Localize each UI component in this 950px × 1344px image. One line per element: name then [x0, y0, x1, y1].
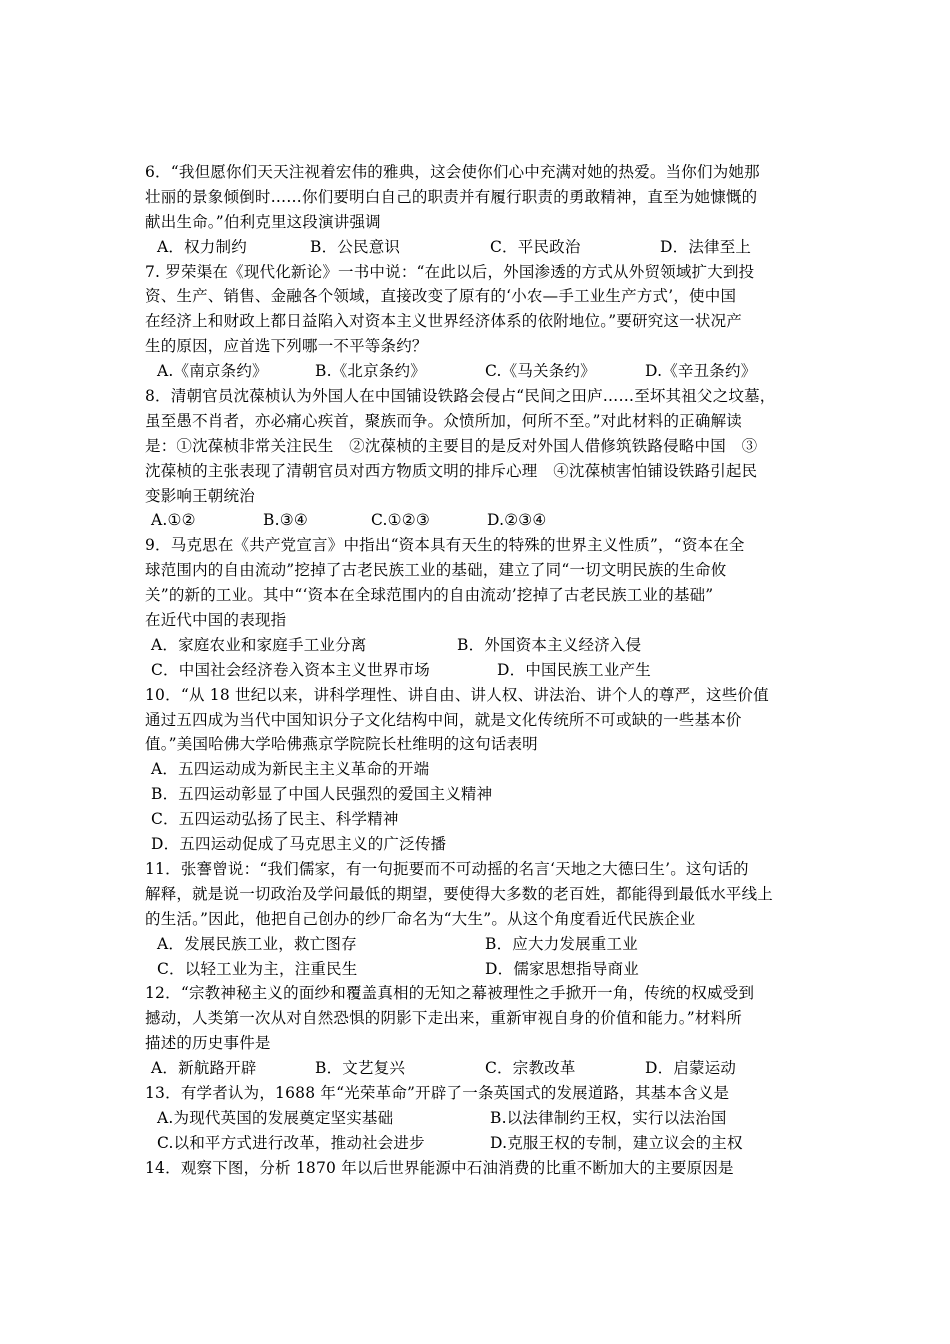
question-8-stem-line: 沈葆桢的主张表现了清朝官员对西方物质文明的排斥心理 ④沈葆桢害怕铺设铁路引起民: [145, 461, 758, 480]
option-d: D．法律至上: [660, 237, 752, 256]
question-9-stem-line: 球范围内的自由流动”挖掉了古老民族工业的基础，建立了同“一切文明民族的生命攸: [145, 561, 727, 580]
question-7: [145, 260, 815, 384]
question-6-stem-line: 壮丽的景象倾倒时……你们要明白自己的职责并有履行职责的勇敢精神，直至为她慷慨的: [145, 187, 758, 206]
question-11: [145, 857, 815, 981]
question-10: [145, 683, 815, 857]
question-10-stem-line: 通过五四成为当代中国知识分子文化结构中间，就是文化传统所不可或缺的一些基本价: [145, 710, 742, 729]
option-d: D.克服王权的专制，建立议会的主权: [490, 1133, 743, 1152]
question-8-stem-line: 虽至愚不肖者，亦必痛心疾首，聚族而争。众愤所加，何所不至。”对此材料的正确解读: [145, 411, 742, 430]
question-6-stem-line: 献出生命。”伯利克里这段演讲强调: [145, 212, 381, 231]
question-9-options-row-1: [145, 633, 815, 658]
option-d: D．儒家思想指导商业: [485, 959, 639, 978]
option-c: C.《马关条约》: [485, 362, 596, 381]
option-d: D.②③④: [487, 511, 547, 530]
question-7-stem-line: 7. 罗荣渠在《现代化新论》一书中说：“在此以后，外国渗透的方式从外贸领域扩大到投: [145, 262, 755, 281]
question-6-stem-line: 6．“我但愿你们天天注视着宏伟的雅典，这会使你们心中充满对她的热爱。当你们为她那: [145, 163, 760, 181]
option-b: B．五四运动彰显了中国人民强烈的爱国主义精神: [151, 785, 493, 804]
option-c: C．平民政治: [490, 237, 581, 256]
question-7-options: [145, 359, 815, 384]
question-6: [145, 160, 815, 260]
option-a: A.①②: [151, 511, 196, 530]
question-10-stem-line: 10．“从 18 世纪以来，讲科学理性、讲自由、讲人权、讲法治、讲个人的尊严，这些价值: [145, 685, 769, 704]
option-c: C．宗教改革: [485, 1059, 576, 1078]
option-b: B．外国资本主义经济入侵: [457, 635, 642, 654]
option-c: C．中国社会经济卷入资本主义世界市场: [151, 660, 430, 679]
question-14-stem-line: 14．观察下图，分析 1870 年以后世界能源中石油消费的比重不断加大的主要原因是: [145, 1158, 734, 1177]
question-12-stem-line: 撼动，人类第一次从对自然恐惧的阴影下走出来，重新审视自身的价值和能力。”材料所: [145, 1009, 742, 1028]
question-11-stem-line: 解释，就是说一切政治及学问最低的期望，要使得大多数的老百姓，都能得到最低水平线上: [145, 884, 774, 903]
question-11-options-row-1: [145, 932, 815, 957]
option-b: B．应大力发展重工业: [485, 934, 638, 953]
question-13: [145, 1081, 815, 1156]
option-d: D.《辛丑条约》: [645, 362, 757, 381]
question-11-stem-line: 11．张謇曾说：“我们儒家，有一句扼要而不可动摇的名言‘天地之大德曰生’。这句话的: [145, 859, 749, 878]
question-12-options: [145, 1056, 815, 1081]
option-b: B.《北京条约》: [315, 362, 426, 381]
exam-page: [145, 160, 815, 1181]
question-12: [145, 981, 815, 1081]
question-8: [145, 384, 815, 533]
question-14: [145, 1156, 815, 1181]
question-11-stem-line: 的生活。”因此，他把自己创办的纱厂命名为“大生”。从这个角度看近代民族企业: [145, 909, 696, 928]
option-a: A．家庭农业和家庭手工业分离: [151, 635, 367, 654]
question-7-stem-line: 在经济上和财政上都日益陷入对资本主义世界经济体系的依附地位。”要研究这一状况产: [145, 312, 742, 331]
question-9-options-row-2: [145, 658, 815, 683]
option-c: C.①②③: [371, 511, 430, 530]
option-b: B．公民意识: [310, 237, 401, 256]
option-a: A．新航路开辟: [151, 1059, 257, 1078]
option-c: C.以和平方式进行改革，推动社会进步: [157, 1133, 425, 1152]
option-d: D．启蒙运动: [645, 1059, 737, 1078]
question-11-options-row-2: [145, 957, 815, 982]
question-13-options-row-1: [145, 1106, 815, 1131]
question-10-stem-line: 值。”美国哈佛大学哈佛燕京学院院长杜维明的这句话表明: [145, 735, 538, 754]
question-12-stem-line: 12．“宗教神秘主义的面纱和覆盖真相的无知之幕被理性之手掀开一角，传统的权威受到: [145, 984, 755, 1003]
question-8-stem-line: 是：①沈葆桢非常关注民生 ②沈葆桢的主要目的是反对外国人借修筑铁路侵略中国 ③: [145, 436, 758, 455]
option-c: C．五四运动弘扬了民主、科学精神: [151, 810, 399, 829]
question-8-options: [145, 508, 815, 533]
question-7-stem-line: 资、生产、销售、金融各个领域，直接改变了原有的‘小农—手工业生产方式’，使中国: [145, 287, 737, 306]
question-9-stem-line: 9．马克思在《共产党宣言》中指出“资本具有天生的特殊的世界主义性质”，“资本在全: [145, 536, 745, 555]
question-9-stem-line: 关”的新的工业。其中“‘资本在全球范围内的自由流动’挖掉了古老民族工业的基础”: [145, 586, 714, 605]
option-a: A.《南京条约》: [157, 362, 268, 381]
option-c: C．以轻工业为主，注重民生: [157, 959, 358, 978]
question-8-stem-line: 8．清朝官员沈葆桢认为外国人在中国铺设铁路会侵占“民间之田庐……至坏其祖父之坟墓，: [145, 387, 776, 406]
option-a: A.为现代英国的发展奠定坚实基础: [157, 1108, 394, 1127]
question-13-stem-line: 13．有学者认为，1688 年“光荣革命”开辟了一条英国式的发展道路，其基本含义是: [145, 1083, 730, 1102]
question-9: [145, 533, 815, 682]
option-d: D．中国民族工业产生: [497, 660, 651, 679]
option-d: D．五四运动促成了马克思主义的广泛传播: [151, 835, 447, 854]
option-a: A．发展民族工业，救亡图存: [157, 934, 357, 953]
question-13-options-row-2: [145, 1131, 815, 1156]
option-b: B.以法律制约王权，实行以法治国: [490, 1108, 727, 1127]
question-6-options: [145, 235, 815, 260]
option-b: B.③④: [263, 511, 308, 530]
option-a: A．权力制约: [157, 237, 247, 256]
option-b: B．文艺复兴: [315, 1059, 406, 1078]
option-a: A．五四运动成为新民主主义革命的开端: [151, 760, 430, 779]
question-7-stem-line: 生的原因，应首选下列哪一不平等条约？: [145, 337, 428, 356]
question-8-stem-line: 变影响王朝统治: [145, 486, 255, 505]
question-9-stem-line: 在近代中国的表现指: [145, 611, 287, 630]
question-12-stem-line: 描述的历史事件是: [145, 1034, 271, 1053]
